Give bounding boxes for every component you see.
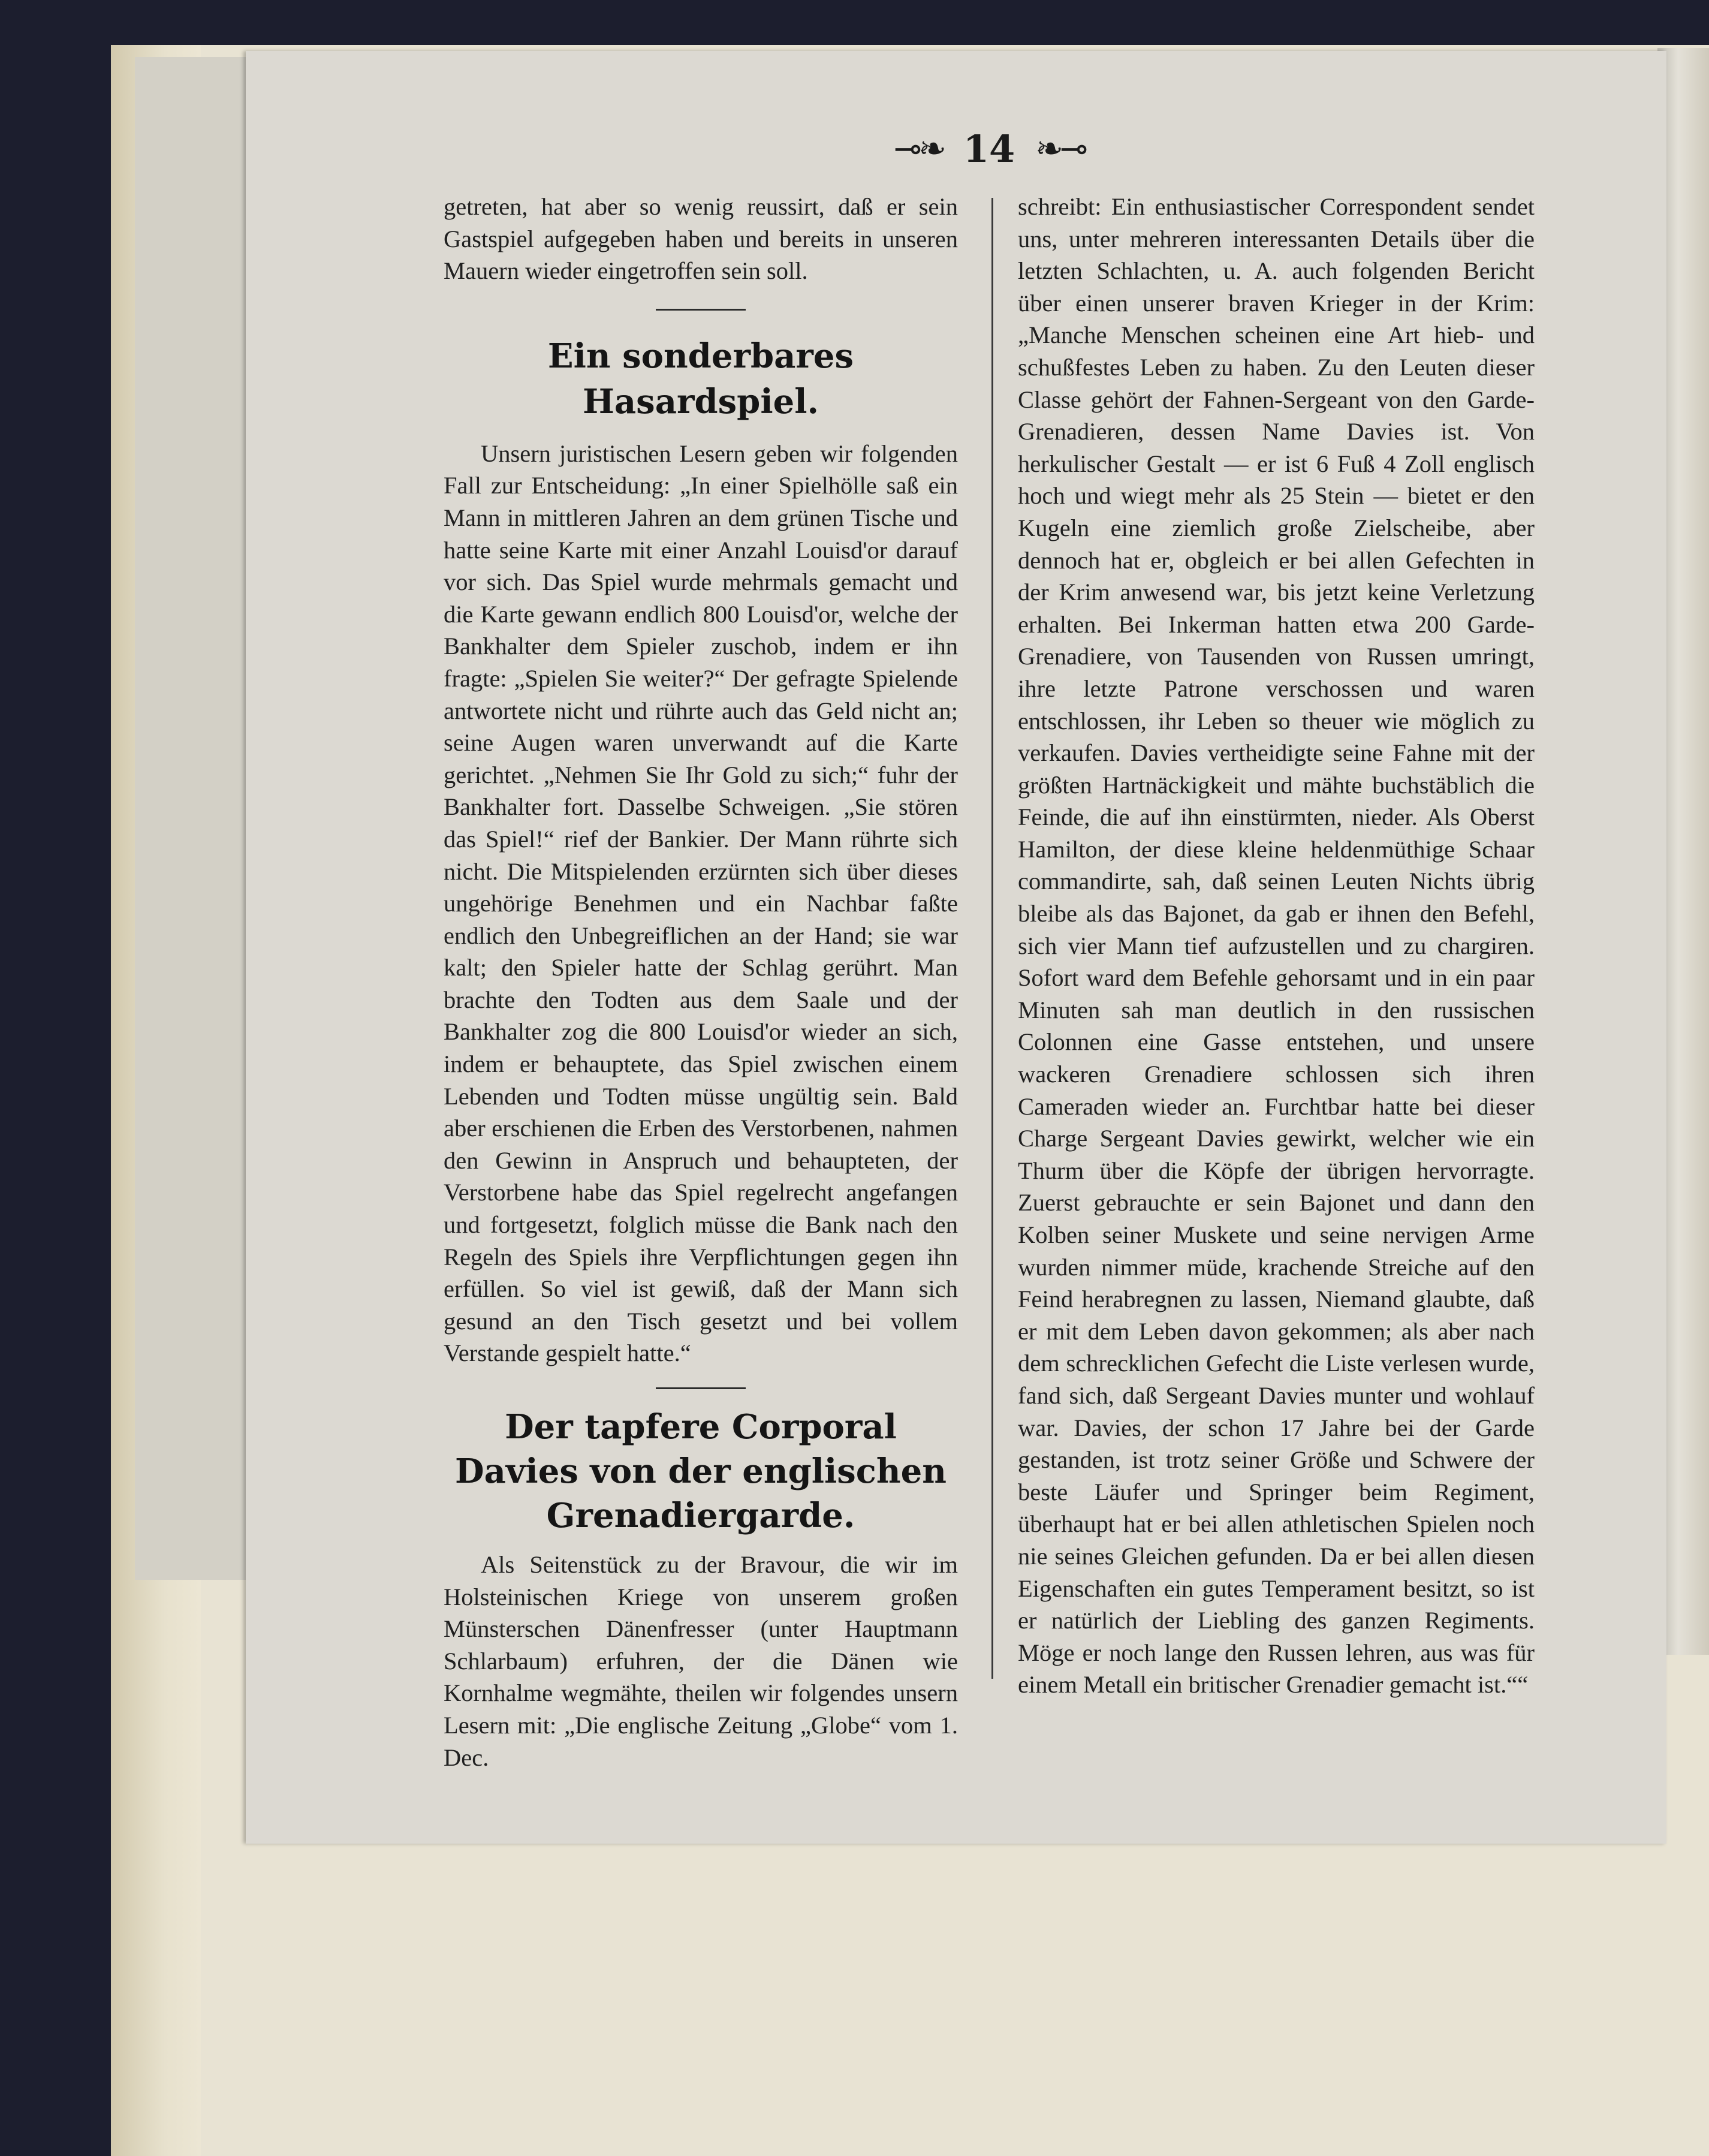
article-title-hasardspiel: Ein sonderbares Hasardspiel.: [547, 336, 854, 421]
article-body-davies-intro: Als Seitenstück zu der Bravour, die wir im Holsteinischen Kriege von unserem großen Münsterschen Dänenfresser (unter Hauptmann Schlarbaum) erfuhren, der die Dänen wie Kornhalme wegmähte, theilen wir folgendes unsern Lesern mit: „Die englische Zeitung „Globe“ vom 1. Dec.: [444, 1551, 958, 1771]
right-column: [1018, 191, 1535, 1701]
article-body-hasardspiel: Unsern juristischen Lesern geben wir folgenden Fall zur Entscheidung: „In einer Spielhölle saß ein Mann in mittleren Jahren an dem grünen Tische und hatte seine Karte mit einer Anzahl Louisd'or darauf vor sich. Das Spiel wurde mehrmals gemacht und die Karte gewann endlich 800 Louisd'or, welche der Bankhalter dem Spieler zuschob, indem er ihn fragte: „Spielen Sie weiter?“ Der gefragte Spielende antwortete nicht und rührte auch das Geld nicht an; seine Augen waren unverwandt auf die Karte gerichtet. „Nehmen Sie Ihr Gold zu sich;“ fuhr der Bankhalter fort. Dasselbe Schweigen. „Sie stören das Spiel!“ rief der Bankier. Der Mann rührte sich nicht. Die Mitspielenden erzürnten sich über dieses ungehörige Benehmen und ein Nachbar faßte endlich den Unbegreiflichen an der Hand; sie war kalt; den Spieler hatte der Schlag gerührt. Man brachte den Todten aus dem Saale und der Bankhalter zog die 800 Louisd'or wieder an sich, indem er behauptete, das Spiel zwischen einem Lebenden und Todten müsse ungültig sein. Bald aber erschienen die Erben des Verstorbenen, nahmen den Gewinn in Anspruch und behaupteten, der Verstorbene habe das Spiel regelrecht angefangen und fortgesetzt, folglich müsse die Bank nach den Regeln des Spiels ihre Verpflichtungen gegen ihn erfüllen. So viel ist gewiß, daß der Mann sich gesund an den Tisch gesetzt und bei vollem Verstande gespielt hatte.“: [444, 439, 958, 1367]
page-number: 14: [963, 127, 1015, 171]
section-divider: [656, 309, 746, 311]
column-divider: [991, 198, 993, 1679]
right-ornament-icon: ❧⊸: [1035, 129, 1084, 168]
article-body-davies-continued: schreibt: Ein enthusiastischer Correspondent sendet uns, unter mehreren interessanten Details über die letzten Schlachten, u. A. auch folgenden Bericht über einen unserer braven Krieger in der Krim: „Manche Menschen scheinen eine Art hieb- und schußfestes Leben zu haben. Zu den Leuten dieser Classe gehört der Fahnen-Sergeant von den Garde-Grenadieren, dessen Name Davies ist. Von herkulischer Gestalt — er ist 6 Fuß 4 Zoll englisch hoch und wiegt mehr als 25 Stein — bietet er den Kugeln eine ziemlich große Zielscheibe, aber dennoch hat er, obgleich er bei allen Gefechten in der Krim anwesend war, bis jetzt keine Verletzung erhalten. Bei Inkerman hatten etwa 200 Garde-Grenadiere, von Tausenden von Russen umringt, ihre letzte Patrone verschossen und waren entschlossen, ihr Leben so theuer wie möglich zu verkaufen. Davies vertheidigte seine Fahne mit der größten Hartnäckigkeit und mähte buchstäblich die Feinde, die auf ihn einstürmten, nieder. Als Oberst Hamilton, der diese kleine heldenmüthige Schaar commandirte, sah, daß seinen Leuten Nichts übrig bleibe als das Bajonet, da gab er ihnen den Befehl, sich vier Mann tief aufzustellen und zu chargiren. Sofort ward dem Befehle gehorsamt und in ein paar Minuten sah man deutlich in den russischen Colonnen eine Gasse entstehen, und unsere wackeren Grenadiere schlossen sich ihren Cameraden wieder an. Furchtbar hatte bei dieser Charge Sergeant Davies gewirkt, welcher wie ein Thurm über die Köpfe der übrigen hervorragte. Zuerst gebrauchte er sein Bajonet und dann den Kolben seiner Muskete und seine nervigen Arme wurden nimmer müde, krachende Streiche auf den Feind herabregnen zu lassen, Niemand glaubte, daß er mit dem Leben davon gekommen; als aber nach dem schrecklichen Gefecht die Liste verlesen wurde, fand sich, daß Sergeant Davies munter und wohlauf war. Davies, der schon 17 Jahre bei der Garde gestanden, ist trotz seiner Größe und Schwere der beste Läufer und Springer beim Regiment, überhaupt hat er bei allen athletischen Spielen noch nie seines Gleichen gefunden. Da er bei allen diesen Eigenschaften ein gutes Temperament besitzt, so ist er natürlich der Liebling des ganzen Regiments. Möge er noch lange den Russen lehren, aus was für einem Metall ein britischer Grenadier gemacht ist.““: [1018, 193, 1535, 1699]
left-column: [444, 191, 958, 1773]
section-divider: [656, 1387, 746, 1389]
opening-paragraph: getreten, hat aber so wenig reussirt, daß er sein Gastspiel aufgegeben haben und bereits in unseren Mauern wieder eingetroffen sein soll.: [444, 193, 958, 285]
page-header: [887, 125, 1091, 173]
left-ornament-icon: ⊸❧: [894, 129, 943, 168]
article-title-davies: Der tapfere Corporal Davies von der englischen Grenadiergarde.: [455, 1407, 947, 1535]
